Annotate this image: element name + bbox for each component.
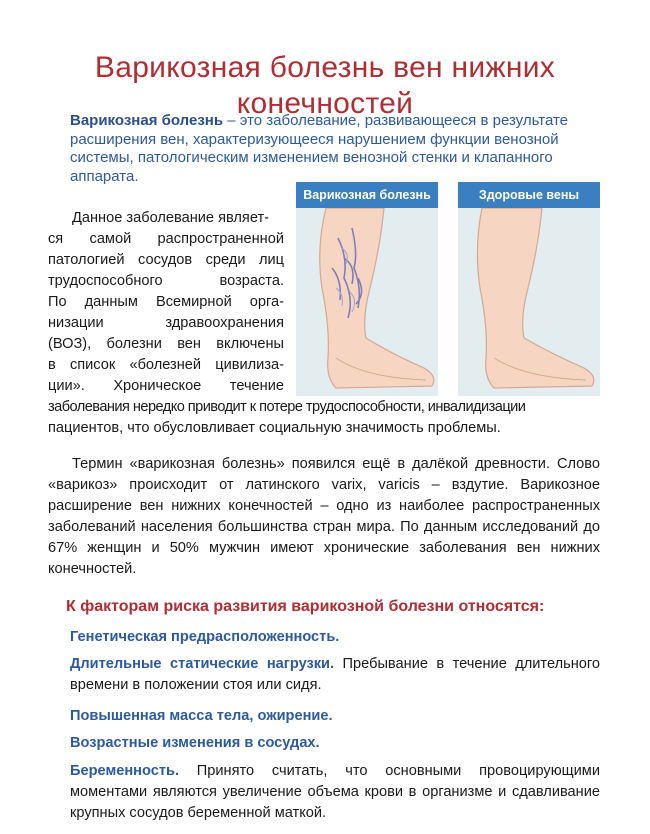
risk-factor <box>70 761 600 824</box>
page-title-line2: конечностей <box>236 87 414 121</box>
risk-factor <box>70 654 600 696</box>
paragraph-1-line: патологией сосудов среди лиц <box>48 252 284 268</box>
intro-term: Варикозная болезнь <box>70 112 224 129</box>
varicose-label: Варикозная болезнь <box>296 182 438 208</box>
paragraph-1-tail <box>48 397 600 439</box>
healthy-leg-panel <box>458 182 600 396</box>
paragraph-1-line: в список «болезней цивилиза- <box>48 357 284 373</box>
risk-factor-text: Принято считать, что основными провоцирующими моментами являются увеличение объема крови в организме и сдавливание крупных сосудов беременной маткой. <box>70 763 600 821</box>
risk-factor <box>70 627 600 648</box>
intro-text: – это заболевание, развивающееся в результате расширения вен, характеризующееся нарушением функции венозной системы, патологическим изменением венозной стенки и клапанного аппарата. <box>70 112 568 185</box>
paragraph-1-line: ции». Хроническое течение <box>48 378 284 394</box>
risk-heading: К факторам риска развития варикозной болезни относятся: <box>66 598 545 615</box>
healthy-label: Здоровые вены <box>458 182 600 208</box>
paragraph-1-tail-line2: пациентов, что обусловливает социальную значимость проблемы. <box>48 420 501 436</box>
varicose-leg-image <box>296 208 438 396</box>
risk-factor-name: Длительные статические нагрузки. <box>70 656 335 672</box>
risk-factor-name: Повышенная масса тела, ожирение. <box>70 708 333 724</box>
legs-illustration <box>296 182 600 396</box>
risk-factor <box>70 706 600 727</box>
paragraph-1-line: низации здравоохранения <box>48 315 284 331</box>
paragraph-1-line: По данным Всемирной орга- <box>48 294 284 310</box>
varicose-leg-panel <box>296 182 438 396</box>
risk-factor <box>70 733 600 754</box>
risk-factor-name: Возрастные изменения в сосудах. <box>70 735 320 751</box>
risk-factor-name: Генетическая предрасположенность. <box>70 629 340 645</box>
paragraph-2: Термин «варикозная болезнь» появился ещё в далёкой древности. Слово «варикоз» происходит от латинского varix, varicis – вздутие. Варикозное расширение вен нижних конечностей – одно из наиболее распространенных заболеваний населения большинства стран мира. По данным исследований до 67% женщин и 50% мужчин имеют хронические заболевания вен нижних конечностей. <box>48 456 600 577</box>
paragraph-1-line: трудоспособного возраста. <box>48 273 284 289</box>
paragraph-1-line: Данное заболевание являет- <box>72 210 270 226</box>
paragraph-1-line: (ВОЗ), болезни вен включены <box>48 336 284 352</box>
risk-factor-name: Беременность. <box>70 763 179 779</box>
page-title-line1: Варикозная болезнь вен нижних <box>94 51 556 85</box>
paragraph-1-line: ся самой распространенной <box>48 231 284 247</box>
healthy-leg-image <box>458 208 600 396</box>
intro-paragraph <box>70 112 590 186</box>
paragraph-1-tail-line1: заболевания нередко приводит к потере трудоспособности, инвалидизации <box>48 399 526 415</box>
risk-factor-text: Пребывание в течение длительного времени в положении стоя или сидя. <box>70 656 600 693</box>
paragraph-1 <box>48 208 284 397</box>
